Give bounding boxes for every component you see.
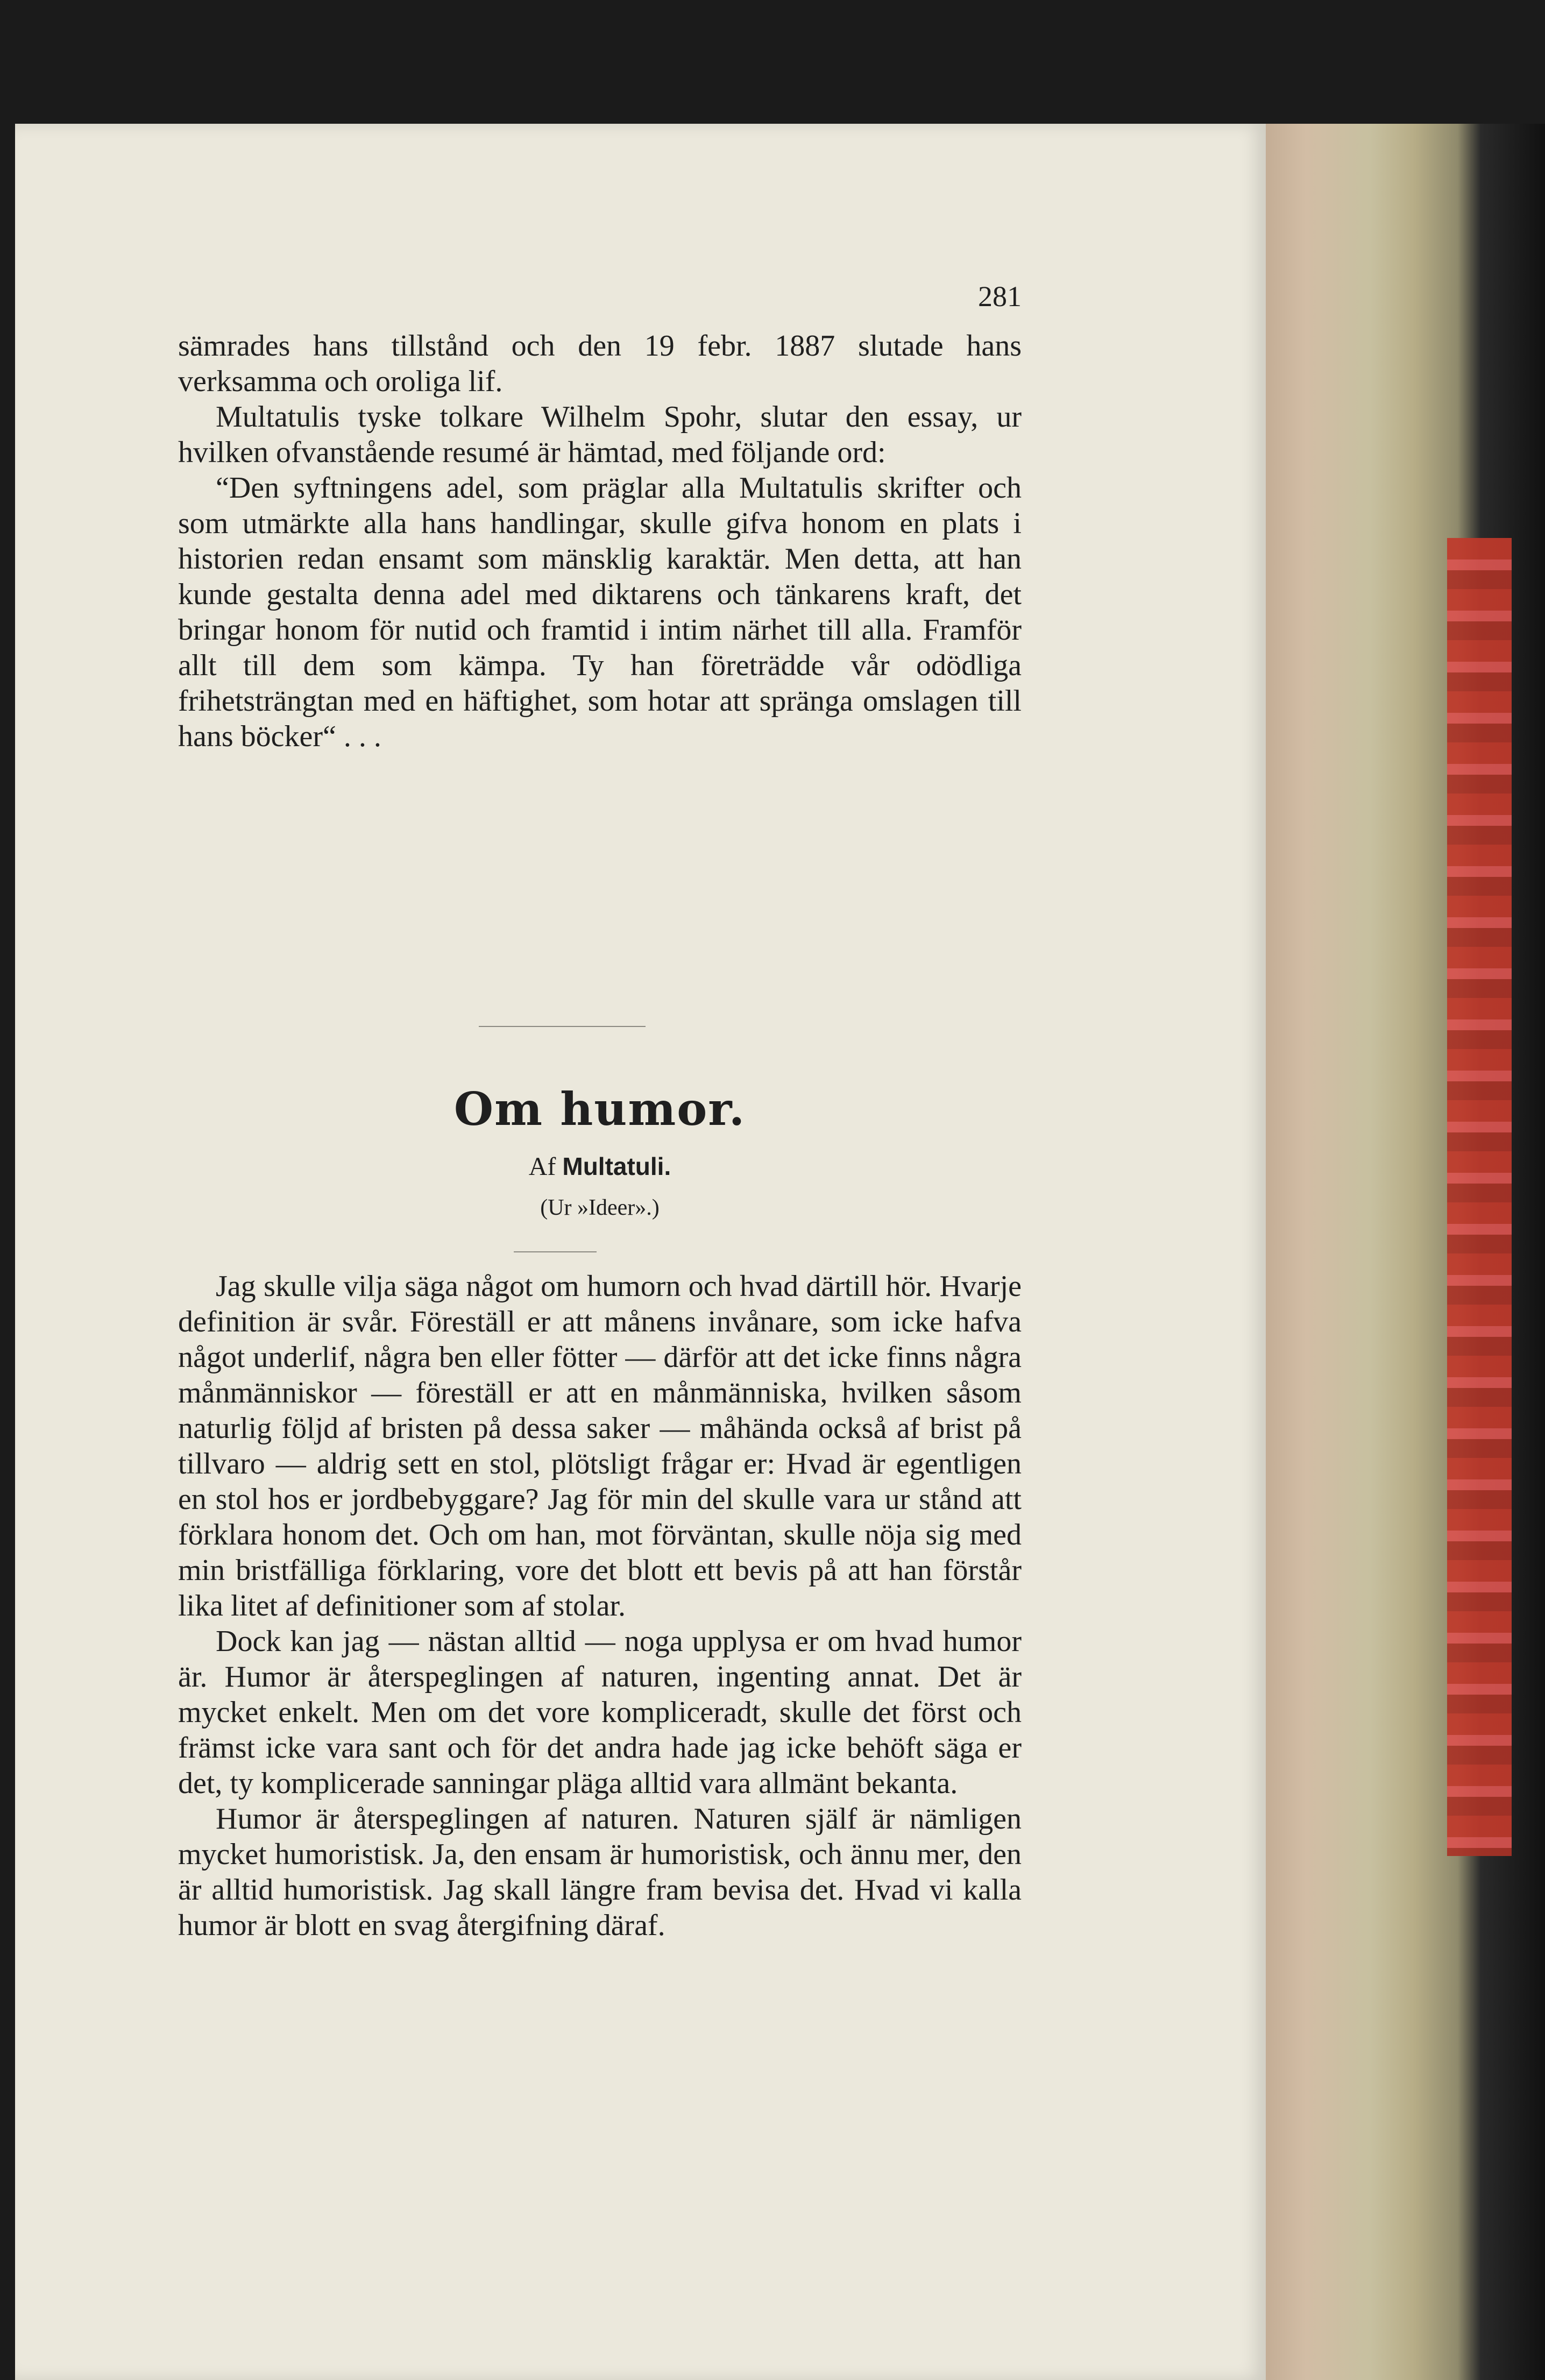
article-text-block	[178, 1269, 1022, 1943]
article-byline	[178, 1151, 1022, 1182]
paragraph: Humor är återspeglingen af naturen. Naturen själf är nämligen mycket humoristisk. Ja, den ensam är humoristisk, och ännu mer, den är alltid humoristisk. Jag skall längre fram bevisa det. Hvad vi kalla humor är blott en svag återgifning däraf.	[178, 1802, 1022, 1942]
title-divider	[514, 1251, 597, 1252]
byline-prefix: Af	[528, 1152, 556, 1181]
page-number: 281	[978, 280, 1022, 313]
paragraph: sämrades hans tillstånd och den 19 febr. 1887 slutade hans verksamma och oroliga lif.	[178, 329, 1022, 398]
top-text-block	[178, 328, 1022, 754]
book-page	[15, 124, 1266, 2380]
section-divider	[479, 1026, 646, 1027]
paragraph: Multatulis tyske tolkare Wilhelm Spohr, slutar den essay, ur hvilken ofvanstående resumé är hämtad, med följande ord:	[178, 400, 1022, 469]
article-source: (Ur »Ideer».)	[540, 1195, 660, 1220]
article-title: Om humor.	[453, 1082, 746, 1136]
book-cover-marbling	[1447, 538, 1512, 1856]
paragraph: Jag skulle vilja säga något om humorn och hvad därtill hör. Hvarje definition är svår. Föreställ er att månens invånare, som icke hafva något underlif, några ben eller fötter — därför att det icke finns några månmänniskor — föreställ er att en månmänniska, hvilken såsom naturlig följd af bristen på dessa saker — måhända också af brist på tillvaro — aldrig sett en stol, plötsligt frågar er: Hvad är egentligen en stol hos er jordbebyggare? Jag för min del skulle vara ur stånd att förklara honom det. Och om han, mot förväntan, skulle nöja sig med min bristfälliga förklaring, vore det blott ett bevis på att han förstår lika litet af definitioner som af stolar.	[178, 1270, 1022, 1623]
article-author: Multatuli.	[562, 1152, 671, 1180]
quote-paragraph: “Den syftningens adel, som präglar alla Multatulis skrifter och som utmärkte alla hans handlingar, skulle gifva honom en plats i historien redan ensamt som mänsklig karaktär. Men detta, att han kunde gestalta denna adel med diktarens och tänkarens kraft, det bringar honom för nutid och framtid i intim närhet till alla. Framför allt till dem som kämpa. Ty han företrädde vår odödliga frihetsträngtan med en häftighet, som hotar att spränga omslagen till hans böcker“ . . .	[178, 471, 1022, 753]
paragraph: Dock kan jag — nästan alltid — noga upplysa er om hvad humor är. Humor är återspeglingen af naturen, ingenting annat. Det är mycket enkelt. Men om det vore kompliceradt, skulle det först och främst icke vara sant och för det andra hade jag icke behöft säga er det, ty komplicerade sanningar pläga alltid vara allmänt bekanta.	[178, 1625, 1022, 1800]
